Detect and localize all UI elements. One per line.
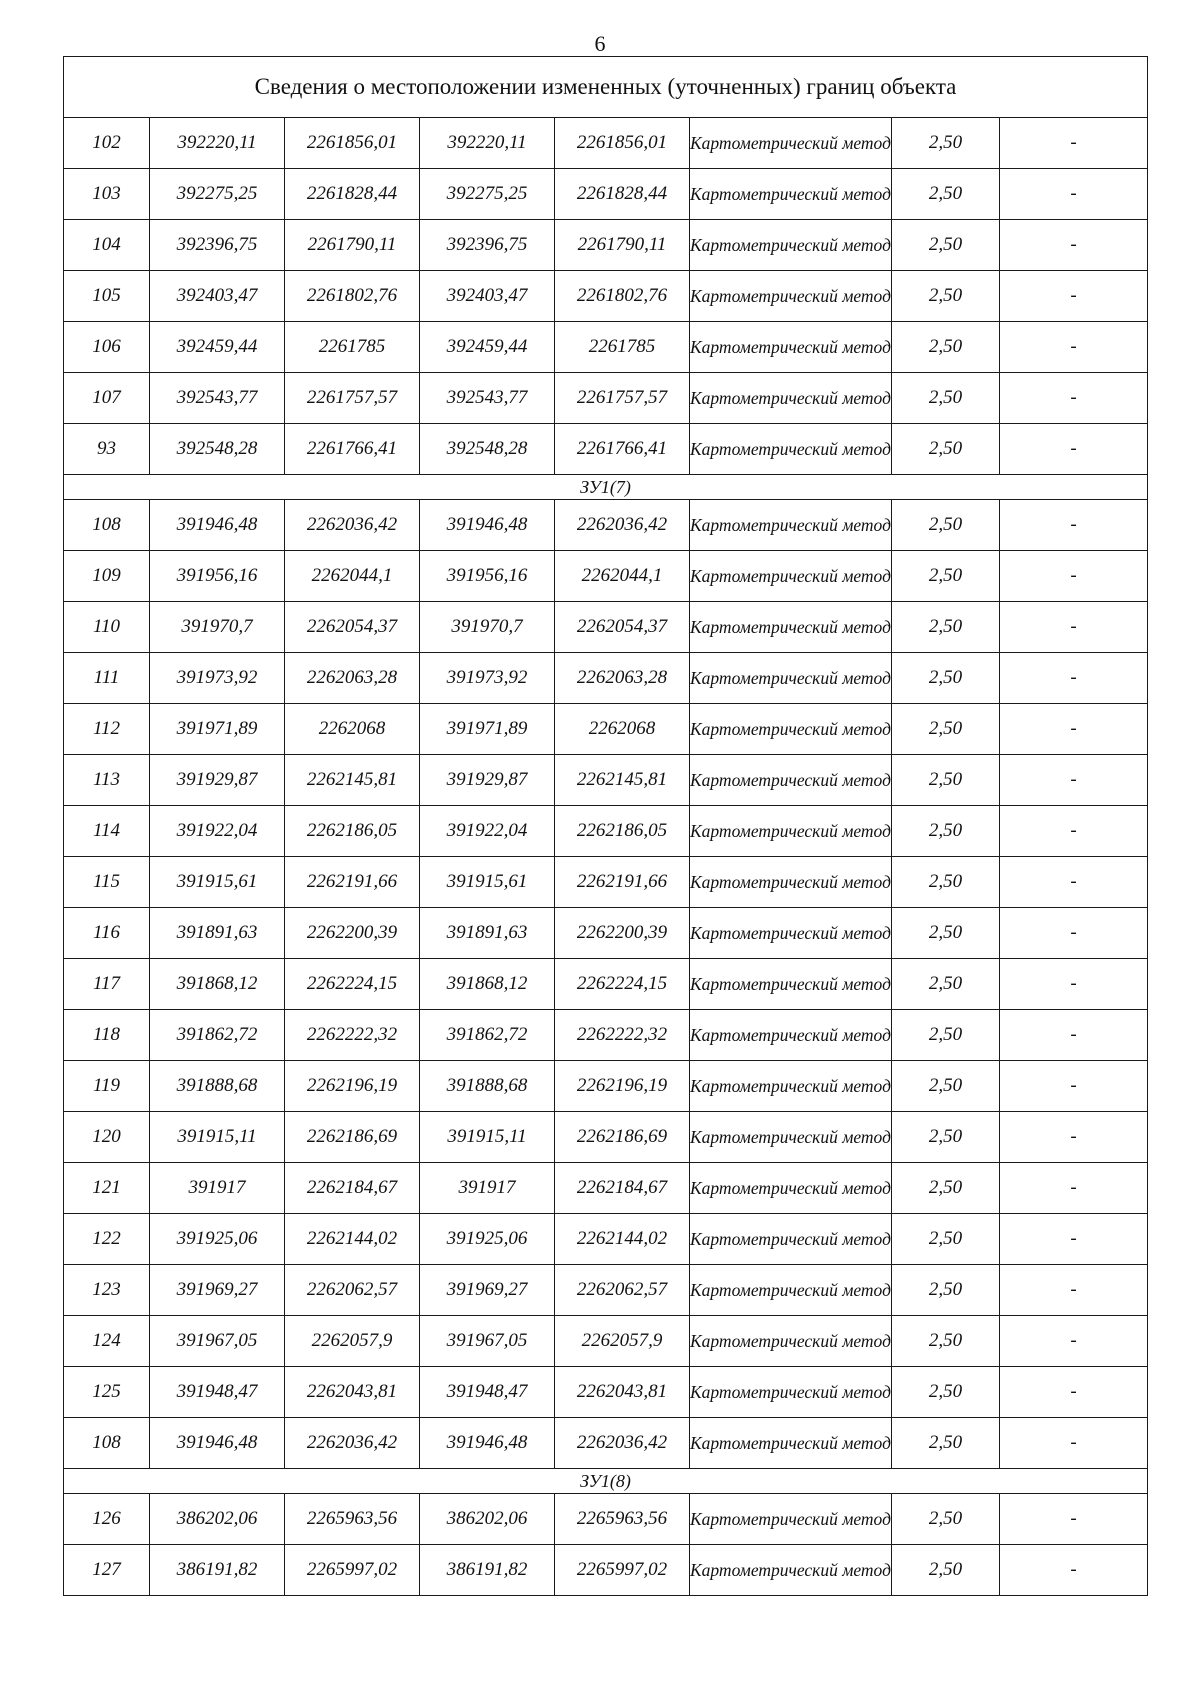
point-number-cell: 104	[64, 220, 150, 271]
y-existing-cell: 2261785	[285, 322, 420, 373]
x-existing-cell: 392459,44	[150, 322, 285, 373]
description-cell: -	[1000, 1316, 1148, 1367]
x-existing-cell: 391971,89	[150, 704, 285, 755]
description-cell: -	[1000, 602, 1148, 653]
y-refined-cell: 2261785	[555, 322, 690, 373]
method-cell: Картометрический метод	[690, 373, 892, 424]
accuracy-cell: 2,50	[892, 271, 1000, 322]
y-refined-cell: 2262200,39	[555, 908, 690, 959]
method-cell: Картометрический метод	[690, 908, 892, 959]
x-existing-cell: 391929,87	[150, 755, 285, 806]
accuracy-cell: 2,50	[892, 1418, 1000, 1469]
table-row	[64, 1061, 1148, 1112]
x-refined-cell: 392220,11	[420, 118, 555, 169]
description-cell: -	[1000, 908, 1148, 959]
y-existing-cell: 2262043,81	[285, 1367, 420, 1418]
point-number-cell: 123	[64, 1265, 150, 1316]
table-row	[64, 1112, 1148, 1163]
y-refined-cell: 2262036,42	[555, 500, 690, 551]
x-existing-cell: 391946,48	[150, 1418, 285, 1469]
method-cell: Картометрический метод	[690, 271, 892, 322]
x-refined-cell: 391956,16	[420, 551, 555, 602]
x-refined-cell: 391888,68	[420, 1061, 555, 1112]
point-number-cell: 105	[64, 271, 150, 322]
accuracy-cell: 2,50	[892, 424, 1000, 475]
accuracy-cell: 2,50	[892, 1061, 1000, 1112]
description-cell: -	[1000, 551, 1148, 602]
x-refined-cell: 391925,06	[420, 1214, 555, 1265]
y-refined-cell: 2262062,57	[555, 1265, 690, 1316]
table-row	[64, 1163, 1148, 1214]
accuracy-cell: 2,50	[892, 704, 1000, 755]
description-cell: -	[1000, 959, 1148, 1010]
x-existing-cell: 391956,16	[150, 551, 285, 602]
table-row	[64, 806, 1148, 857]
y-refined-cell: 2261856,01	[555, 118, 690, 169]
y-refined-cell: 2262068	[555, 704, 690, 755]
section-label: ЗУ1(8)	[64, 1469, 1148, 1494]
table-row	[64, 1265, 1148, 1316]
accuracy-cell: 2,50	[892, 653, 1000, 704]
point-number-cell: 108	[64, 1418, 150, 1469]
x-existing-cell: 391925,06	[150, 1214, 285, 1265]
x-refined-cell: 392275,25	[420, 169, 555, 220]
table-row	[64, 959, 1148, 1010]
x-refined-cell: 391948,47	[420, 1367, 555, 1418]
y-existing-cell: 2262200,39	[285, 908, 420, 959]
x-refined-cell: 392548,28	[420, 424, 555, 475]
description-cell: -	[1000, 1112, 1148, 1163]
table-row	[64, 755, 1148, 806]
point-number-cell: 93	[64, 424, 150, 475]
x-existing-cell: 391917	[150, 1163, 285, 1214]
y-existing-cell: 2261757,57	[285, 373, 420, 424]
table-row	[64, 908, 1148, 959]
y-existing-cell: 2262036,42	[285, 1418, 420, 1469]
point-number-cell: 125	[64, 1367, 150, 1418]
y-existing-cell: 2262062,57	[285, 1265, 420, 1316]
x-existing-cell: 391915,61	[150, 857, 285, 908]
description-cell: -	[1000, 500, 1148, 551]
x-existing-cell: 392396,75	[150, 220, 285, 271]
y-refined-cell: 2262063,28	[555, 653, 690, 704]
x-refined-cell: 391969,27	[420, 1265, 555, 1316]
x-refined-cell: 391967,05	[420, 1316, 555, 1367]
point-number-cell: 108	[64, 500, 150, 551]
description-cell: -	[1000, 857, 1148, 908]
table-row	[64, 118, 1148, 169]
x-refined-cell: 391862,72	[420, 1010, 555, 1061]
point-number-cell: 111	[64, 653, 150, 704]
table-title: Сведения о местоположении измененных (уточненных) границ объекта	[64, 57, 1148, 118]
description-cell: -	[1000, 1163, 1148, 1214]
section-header-row	[64, 475, 1148, 500]
table-row	[64, 1545, 1148, 1596]
method-cell: Картометрический метод	[690, 1418, 892, 1469]
table-row	[64, 1316, 1148, 1367]
method-cell: Картометрический метод	[690, 500, 892, 551]
x-refined-cell: 386191,82	[420, 1545, 555, 1596]
method-cell: Картометрический метод	[690, 806, 892, 857]
method-cell: Картометрический метод	[690, 1367, 892, 1418]
accuracy-cell: 2,50	[892, 1010, 1000, 1061]
method-cell: Картометрический метод	[690, 220, 892, 271]
description-cell: -	[1000, 653, 1148, 704]
point-number-cell: 107	[64, 373, 150, 424]
x-existing-cell: 391862,72	[150, 1010, 285, 1061]
table-row	[64, 220, 1148, 271]
y-existing-cell: 2261856,01	[285, 118, 420, 169]
y-refined-cell: 2262036,42	[555, 1418, 690, 1469]
method-cell: Картометрический метод	[690, 602, 892, 653]
point-number-cell: 120	[64, 1112, 150, 1163]
accuracy-cell: 2,50	[892, 806, 1000, 857]
y-refined-cell: 2261766,41	[555, 424, 690, 475]
description-cell: -	[1000, 1545, 1148, 1596]
method-cell: Картометрический метод	[690, 653, 892, 704]
y-refined-cell: 2261757,57	[555, 373, 690, 424]
y-refined-cell: 2262224,15	[555, 959, 690, 1010]
point-number-cell: 127	[64, 1545, 150, 1596]
y-refined-cell: 2261802,76	[555, 271, 690, 322]
y-existing-cell: 2262044,1	[285, 551, 420, 602]
point-number-cell: 106	[64, 322, 150, 373]
point-number-cell: 116	[64, 908, 150, 959]
description-cell: -	[1000, 1214, 1148, 1265]
y-existing-cell: 2262057,9	[285, 1316, 420, 1367]
description-cell: -	[1000, 169, 1148, 220]
accuracy-cell: 2,50	[892, 1214, 1000, 1265]
accuracy-cell: 2,50	[892, 500, 1000, 551]
accuracy-cell: 2,50	[892, 857, 1000, 908]
y-refined-cell: 2265963,56	[555, 1494, 690, 1545]
y-existing-cell: 2262184,67	[285, 1163, 420, 1214]
accuracy-cell: 2,50	[892, 322, 1000, 373]
method-cell: Картометрический метод	[690, 1265, 892, 1316]
y-existing-cell: 2262036,42	[285, 500, 420, 551]
table-row	[64, 271, 1148, 322]
point-number-cell: 118	[64, 1010, 150, 1061]
method-cell: Картометрический метод	[690, 1010, 892, 1061]
description-cell: -	[1000, 1494, 1148, 1545]
accuracy-cell: 2,50	[892, 1163, 1000, 1214]
accuracy-cell: 2,50	[892, 551, 1000, 602]
y-existing-cell: 2262186,69	[285, 1112, 420, 1163]
method-cell: Картометрический метод	[690, 1214, 892, 1265]
y-existing-cell: 2262191,66	[285, 857, 420, 908]
accuracy-cell: 2,50	[892, 1265, 1000, 1316]
point-number-cell: 102	[64, 118, 150, 169]
accuracy-cell: 2,50	[892, 1316, 1000, 1367]
method-cell: Картометрический метод	[690, 1545, 892, 1596]
y-refined-cell: 2262057,9	[555, 1316, 690, 1367]
table-row	[64, 704, 1148, 755]
method-cell: Картометрический метод	[690, 322, 892, 373]
accuracy-cell: 2,50	[892, 118, 1000, 169]
point-number-cell: 124	[64, 1316, 150, 1367]
y-existing-cell: 2262063,28	[285, 653, 420, 704]
x-existing-cell: 391946,48	[150, 500, 285, 551]
table-row	[64, 373, 1148, 424]
x-existing-cell: 391891,63	[150, 908, 285, 959]
point-number-cell: 121	[64, 1163, 150, 1214]
point-number-cell: 109	[64, 551, 150, 602]
x-existing-cell: 391888,68	[150, 1061, 285, 1112]
y-existing-cell: 2262145,81	[285, 755, 420, 806]
method-cell: Картометрический метод	[690, 857, 892, 908]
table-row	[64, 857, 1148, 908]
y-refined-cell: 2262191,66	[555, 857, 690, 908]
method-cell: Картометрический метод	[690, 551, 892, 602]
point-number-cell: 114	[64, 806, 150, 857]
y-existing-cell: 2262222,32	[285, 1010, 420, 1061]
description-cell: -	[1000, 1265, 1148, 1316]
table-row	[64, 1418, 1148, 1469]
y-refined-cell: 2262222,32	[555, 1010, 690, 1061]
point-number-cell: 110	[64, 602, 150, 653]
y-existing-cell: 2261766,41	[285, 424, 420, 475]
x-existing-cell: 391868,12	[150, 959, 285, 1010]
coordinates-table	[63, 56, 1148, 1596]
method-cell: Картометрический метод	[690, 1112, 892, 1163]
y-refined-cell: 2262043,81	[555, 1367, 690, 1418]
y-refined-cell: 2262186,05	[555, 806, 690, 857]
x-existing-cell: 386202,06	[150, 1494, 285, 1545]
y-existing-cell: 2262186,05	[285, 806, 420, 857]
table-row	[64, 1214, 1148, 1265]
table-row	[64, 1494, 1148, 1545]
description-cell: -	[1000, 755, 1148, 806]
point-number-cell: 119	[64, 1061, 150, 1112]
y-refined-cell: 2262184,67	[555, 1163, 690, 1214]
accuracy-cell: 2,50	[892, 755, 1000, 806]
x-refined-cell: 392396,75	[420, 220, 555, 271]
point-number-cell: 122	[64, 1214, 150, 1265]
table-row	[64, 169, 1148, 220]
point-number-cell: 117	[64, 959, 150, 1010]
x-refined-cell: 391915,61	[420, 857, 555, 908]
table-body	[64, 57, 1148, 1596]
x-refined-cell: 391917	[420, 1163, 555, 1214]
y-existing-cell: 2261828,44	[285, 169, 420, 220]
x-existing-cell: 392543,77	[150, 373, 285, 424]
method-cell: Картометрический метод	[690, 118, 892, 169]
description-cell: -	[1000, 1367, 1148, 1418]
x-existing-cell: 392275,25	[150, 169, 285, 220]
method-cell: Картометрический метод	[690, 1163, 892, 1214]
x-refined-cell: 391973,92	[420, 653, 555, 704]
y-existing-cell: 2265997,02	[285, 1545, 420, 1596]
x-refined-cell: 392543,77	[420, 373, 555, 424]
x-existing-cell: 391969,27	[150, 1265, 285, 1316]
description-cell: -	[1000, 322, 1148, 373]
x-existing-cell: 392220,11	[150, 118, 285, 169]
x-refined-cell: 391891,63	[420, 908, 555, 959]
point-number-cell: 112	[64, 704, 150, 755]
point-number-cell: 103	[64, 169, 150, 220]
description-cell: -	[1000, 1061, 1148, 1112]
x-refined-cell: 392403,47	[420, 271, 555, 322]
y-existing-cell: 2265963,56	[285, 1494, 420, 1545]
accuracy-cell: 2,50	[892, 908, 1000, 959]
point-number-cell: 115	[64, 857, 150, 908]
x-refined-cell: 391946,48	[420, 1418, 555, 1469]
y-refined-cell: 2262186,69	[555, 1112, 690, 1163]
y-existing-cell: 2262144,02	[285, 1214, 420, 1265]
x-refined-cell: 391915,11	[420, 1112, 555, 1163]
table-row	[64, 653, 1148, 704]
table-row	[64, 551, 1148, 602]
description-cell: -	[1000, 424, 1148, 475]
description-cell: -	[1000, 118, 1148, 169]
accuracy-cell: 2,50	[892, 1494, 1000, 1545]
description-cell: -	[1000, 1010, 1148, 1061]
point-number-cell: 126	[64, 1494, 150, 1545]
accuracy-cell: 2,50	[892, 1112, 1000, 1163]
y-existing-cell: 2262054,37	[285, 602, 420, 653]
table-row	[64, 322, 1148, 373]
x-refined-cell: 386202,06	[420, 1494, 555, 1545]
accuracy-cell: 2,50	[892, 602, 1000, 653]
x-existing-cell: 391970,7	[150, 602, 285, 653]
y-refined-cell: 2265997,02	[555, 1545, 690, 1596]
method-cell: Картометрический метод	[690, 169, 892, 220]
x-refined-cell: 391929,87	[420, 755, 555, 806]
accuracy-cell: 2,50	[892, 1367, 1000, 1418]
table-row	[64, 500, 1148, 551]
section-header-row	[64, 1469, 1148, 1494]
accuracy-cell: 2,50	[892, 169, 1000, 220]
method-cell: Картометрический метод	[690, 1061, 892, 1112]
description-cell: -	[1000, 806, 1148, 857]
y-existing-cell: 2261790,11	[285, 220, 420, 271]
method-cell: Картометрический метод	[690, 1316, 892, 1367]
table-title-row	[64, 57, 1148, 118]
y-refined-cell: 2261828,44	[555, 169, 690, 220]
point-number-cell: 113	[64, 755, 150, 806]
y-refined-cell: 2262196,19	[555, 1061, 690, 1112]
x-refined-cell: 391868,12	[420, 959, 555, 1010]
y-existing-cell: 2261802,76	[285, 271, 420, 322]
accuracy-cell: 2,50	[892, 959, 1000, 1010]
x-existing-cell: 391973,92	[150, 653, 285, 704]
y-refined-cell: 2262044,1	[555, 551, 690, 602]
method-cell: Картометрический метод	[690, 755, 892, 806]
x-existing-cell: 391915,11	[150, 1112, 285, 1163]
y-refined-cell: 2261790,11	[555, 220, 690, 271]
table-row	[64, 1010, 1148, 1061]
accuracy-cell: 2,50	[892, 373, 1000, 424]
y-existing-cell: 2262068	[285, 704, 420, 755]
x-refined-cell: 391971,89	[420, 704, 555, 755]
description-cell: -	[1000, 373, 1148, 424]
x-existing-cell: 386191,82	[150, 1545, 285, 1596]
y-refined-cell: 2262054,37	[555, 602, 690, 653]
y-refined-cell: 2262144,02	[555, 1214, 690, 1265]
x-existing-cell: 391922,04	[150, 806, 285, 857]
method-cell: Картометрический метод	[690, 1494, 892, 1545]
x-refined-cell: 391922,04	[420, 806, 555, 857]
table-row	[64, 424, 1148, 475]
description-cell: -	[1000, 1418, 1148, 1469]
description-cell: -	[1000, 704, 1148, 755]
description-cell: -	[1000, 271, 1148, 322]
y-refined-cell: 2262145,81	[555, 755, 690, 806]
x-existing-cell: 391967,05	[150, 1316, 285, 1367]
accuracy-cell: 2,50	[892, 220, 1000, 271]
x-refined-cell: 391970,7	[420, 602, 555, 653]
method-cell: Картометрический метод	[690, 704, 892, 755]
accuracy-cell: 2,50	[892, 1545, 1000, 1596]
table-row	[64, 602, 1148, 653]
section-label: ЗУ1(7)	[64, 475, 1148, 500]
method-cell: Картометрический метод	[690, 424, 892, 475]
x-existing-cell: 392403,47	[150, 271, 285, 322]
x-existing-cell: 392548,28	[150, 424, 285, 475]
x-refined-cell: 391946,48	[420, 500, 555, 551]
x-existing-cell: 391948,47	[150, 1367, 285, 1418]
y-existing-cell: 2262196,19	[285, 1061, 420, 1112]
x-refined-cell: 392459,44	[420, 322, 555, 373]
table-row	[64, 1367, 1148, 1418]
description-cell: -	[1000, 220, 1148, 271]
y-existing-cell: 2262224,15	[285, 959, 420, 1010]
method-cell: Картометрический метод	[690, 959, 892, 1010]
page-number: 6	[594, 31, 606, 56]
